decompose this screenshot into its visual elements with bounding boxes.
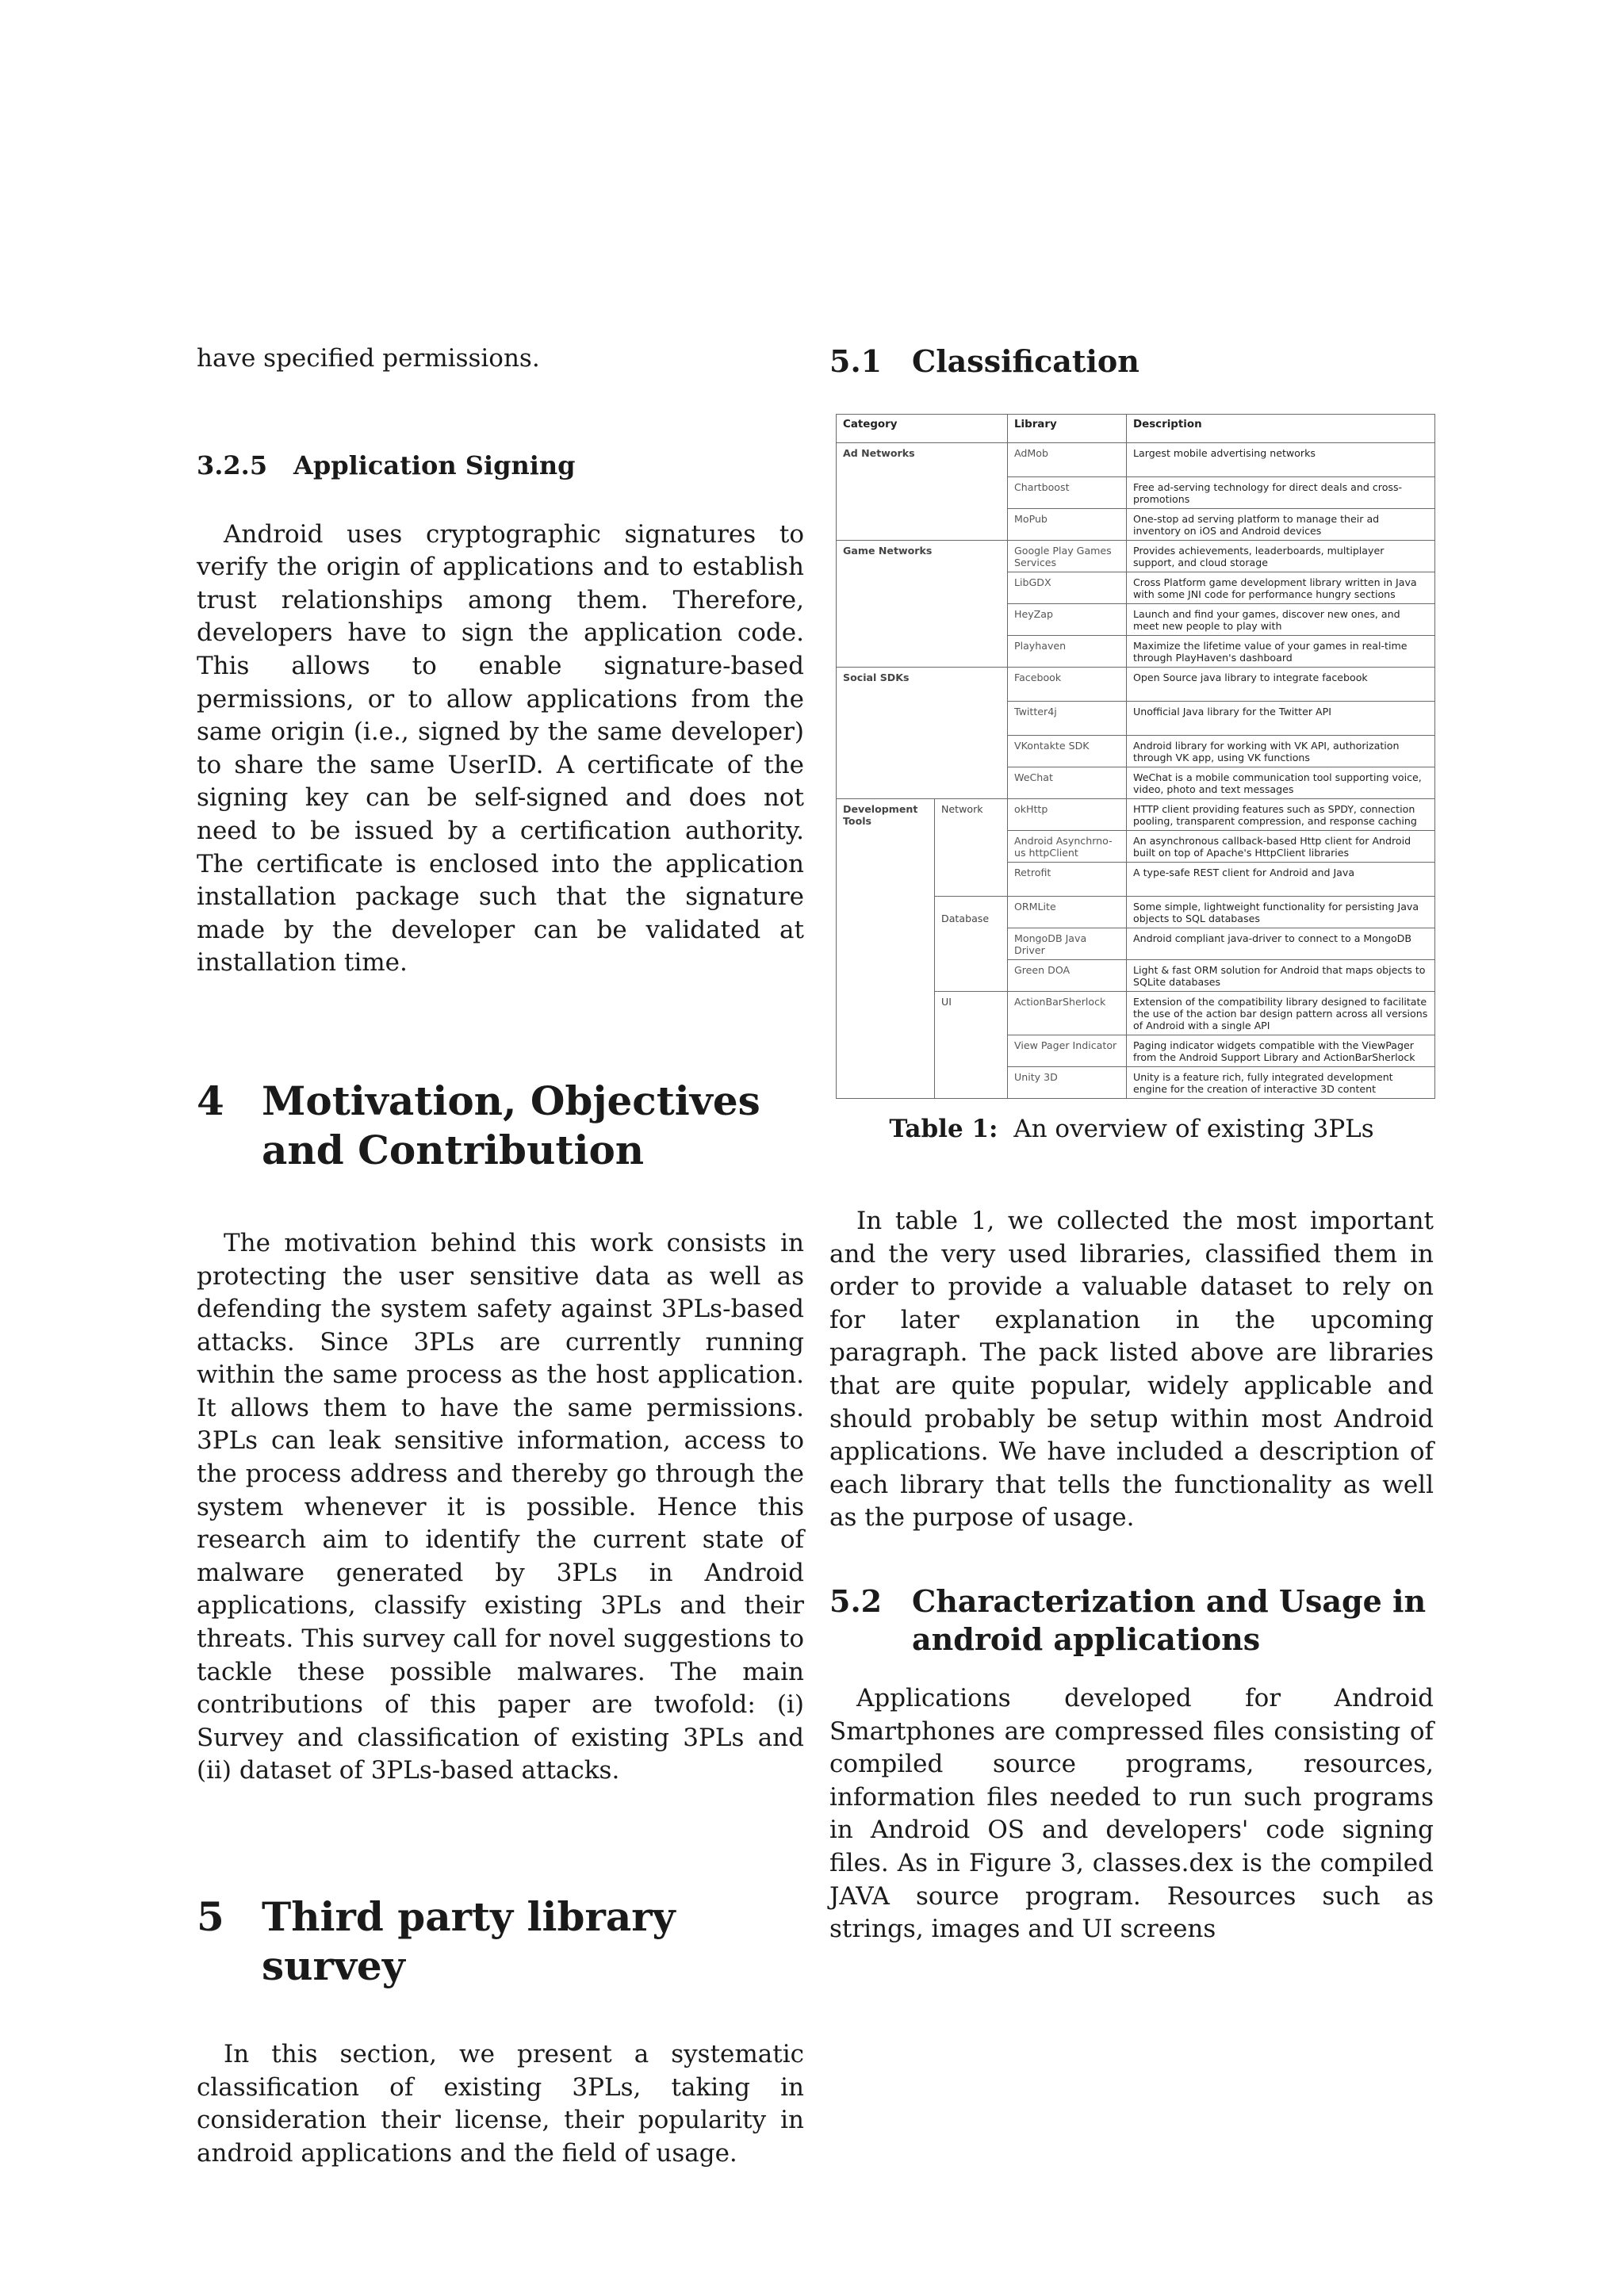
- right-column: [829, 342, 1434, 1946]
- description-cell: WeChat is a mobile communication tool supporting voice, video, photo and text messages: [1127, 767, 1435, 799]
- library-cell: MoPub: [1008, 509, 1127, 541]
- category-cell: Game Networks: [837, 541, 1008, 668]
- library-cell: Unity 3D: [1008, 1067, 1127, 1099]
- paragraph-motivation: The motivation behind this work consists in protecting the user sensitive data as well as defending the system safety against 3PLs-based attacks. Since 3PLs are currently running within the same process as the host application. It allows them to have the same permissions. 3PLs can leak sensitive information, access to the process address and thereby go through the system whenever it is possible. Hence this research aim to identify the current state of malware generated by 3PLs in Android applications, classify existing 3PLs and their threats. This survey call for novel suggestions to tackle these possible malwares. The main contributions of this paper are twofold: (i) Survey and classification of existing 3PLs and (ii) dataset of 3PLs-based attacks.: [197, 1228, 804, 1785]
- subsection-heading-5-2: [829, 1582, 1434, 1659]
- description-cell: Unofficial Java library for the Twitter API: [1127, 702, 1435, 736]
- library-cell: okHttp: [1008, 799, 1127, 831]
- section-heading-4: [197, 1077, 804, 1175]
- library-cell: Chartboost: [1008, 477, 1127, 509]
- library-cell: ORMLite: [1008, 897, 1127, 928]
- paragraph-table-description: In table 1, we collected the most important and the very used libraries, classified them in order to provide a valuable dataset to rely on for later explanation in the upcoming paragraph. The pack listed above are libraries that are quite popular, widely applicable and should probably be setup within most Android applications. We have included a description of each library that tells the functionality as well as the purpose of usage.: [829, 1207, 1434, 1533]
- description-cell: Unity is a feature rich, fully integrated development engine for the creation of interactive 3D content: [1127, 1067, 1435, 1099]
- library-cell: Green DOA: [1008, 960, 1127, 992]
- description-cell: Android compliant java-driver to connect to a MongoDB: [1127, 928, 1435, 960]
- description-cell: An asynchronous callback-based Http client for Android built on top of Apache's HttpClient libraries: [1127, 831, 1435, 863]
- library-cell: LibGDX: [1008, 572, 1127, 604]
- description-cell: Extension of the compatibility library designed to facilitate the use of the action bar design pattern across all versions of Android with a single API: [1127, 992, 1435, 1035]
- description-cell: Paging indicator widgets compatible with the ViewPager from the Android Support Library and ActionBarSherlock: [1127, 1035, 1435, 1067]
- library-cell: Facebook: [1008, 668, 1127, 702]
- library-cell: VKontakte SDK: [1008, 736, 1127, 767]
- subsubsection-heading: [197, 450, 804, 480]
- table-header: Description: [1127, 415, 1435, 443]
- library-cell: HeyZap: [1008, 604, 1127, 636]
- paragraph-continuation: have specified permissions.: [197, 344, 540, 373]
- library-cell: Playhaven: [1008, 636, 1127, 668]
- paragraph-survey-intro: In this section, we present a systematic classification of existing 3PLs, taking in consideration their license, their popularity in android applications and the field of usage.: [197, 2040, 804, 2168]
- subsubsection-title: Application Signing: [293, 450, 576, 480]
- library-cell: MongoDB Java Driver: [1008, 928, 1127, 960]
- library-cell: AdMob: [1008, 443, 1127, 477]
- section-title: Third party library survey: [262, 1893, 676, 1989]
- caption-label: Table 1:: [889, 1115, 998, 1143]
- subsection-number: 5.1: [829, 343, 883, 379]
- description-cell: A type-safe REST client for Android and Java: [1127, 863, 1435, 897]
- description-cell: Open Source java library to integrate facebook: [1127, 668, 1435, 702]
- table-row: [837, 443, 1435, 477]
- library-cell: Retrofit: [1008, 863, 1127, 897]
- description-cell: Launch and find your games, discover new ones, and meet new people to play with: [1127, 604, 1435, 636]
- library-cell: WeChat: [1008, 767, 1127, 799]
- category-cell: Social SDKs: [837, 668, 1008, 799]
- library-table: [836, 414, 1435, 1099]
- description-cell: One-stop ad serving platform to manage their ad inventory on iOS and Android devices: [1127, 509, 1435, 541]
- subsection-title: Characterization and Usage in android applications: [912, 1582, 1427, 1657]
- library-cell: Twitter4j: [1008, 702, 1127, 736]
- section-heading-5: [197, 1892, 804, 1991]
- subsection-title: Classification: [912, 343, 1139, 379]
- description-cell: Provides achievements, leaderboards, multiplayer support, and cloud storage: [1127, 541, 1435, 572]
- description-cell: Light & fast ORM solution for Android that maps objects to SQLite databases: [1127, 960, 1435, 992]
- description-cell: Android library for working with VK API, authorization through VK app, using VK functions: [1127, 736, 1435, 767]
- paragraph-application-signing: Android uses cryptographic signatures to verify the origin of applications and to establish trust relationships among them. Therefore, developers have to sign the application code. This allows to enable signature-based permissions, or to allow applications from the same origin (i.e., signed by the same developer) to share the same UserID. A certificate of the signing key can be self-signed and does not need to be issued by a certification authority. The certificate is enclosed into the application installation package such that the signature made by the developer can be validated at installation time.: [197, 519, 804, 978]
- description-cell: Cross Platform game development library written in Java with some JNI code for performance hungry sections: [1127, 572, 1435, 604]
- library-cell: ActionBarSherlock: [1008, 992, 1127, 1035]
- table-row: [837, 799, 1435, 831]
- description-cell: Maximize the lifetime value of your games in real-time through PlayHaven's dashboard: [1127, 636, 1435, 668]
- subsection-number: 5.2: [829, 1582, 883, 1619]
- table-row: [837, 541, 1435, 572]
- description-cell: Some simple, lightweight functionality for persisting Java objects to SQL databases: [1127, 897, 1435, 928]
- category-cell: Development Tools: [837, 799, 935, 1099]
- subcategory-cell: Network: [935, 799, 1008, 897]
- caption-text: An overview of existing 3PLs: [1013, 1115, 1374, 1143]
- table-header-row: [837, 415, 1435, 443]
- library-cell: Android Asynchrno-us httpClient: [1008, 831, 1127, 863]
- subsubsection-number: 3.2.5: [197, 450, 268, 480]
- table-caption: [829, 1115, 1434, 1143]
- section-number: 5: [197, 1893, 224, 1940]
- description-cell: HTTP client providing features such as SPDY, connection pooling, transparent compression, and response caching: [1127, 799, 1435, 831]
- section-title: Motivation, Objectives and Contribution: [262, 1077, 760, 1173]
- table-row: [837, 668, 1435, 702]
- section-number: 4: [197, 1077, 224, 1124]
- table-header: Library: [1008, 415, 1127, 443]
- subsection-heading-5-1: [829, 342, 1434, 381]
- table-header: Category: [837, 415, 1008, 443]
- category-cell: Ad Networks: [837, 443, 1008, 541]
- description-cell: Free ad-serving technology for direct deals and cross-promotions: [1127, 477, 1435, 509]
- library-cell: View Pager Indicator: [1008, 1035, 1127, 1067]
- library-cell: Google Play Games Services: [1008, 541, 1127, 572]
- paragraph-characterization: Applications developed for Android Smartphones are compressed files consisting of compiled source programs, resources, information files needed to run such programs in Android OS and developers' code signing files. As in Figure 3, classes.dex is the compiled JAVA source program. Resources such as strings, images and UI screens: [829, 1683, 1434, 1944]
- description-cell: Largest mobile advertising networks: [1127, 443, 1435, 477]
- left-column: [197, 342, 804, 2170]
- subcategory-cell: Database: [935, 897, 1008, 992]
- subcategory-cell: UI: [935, 992, 1008, 1099]
